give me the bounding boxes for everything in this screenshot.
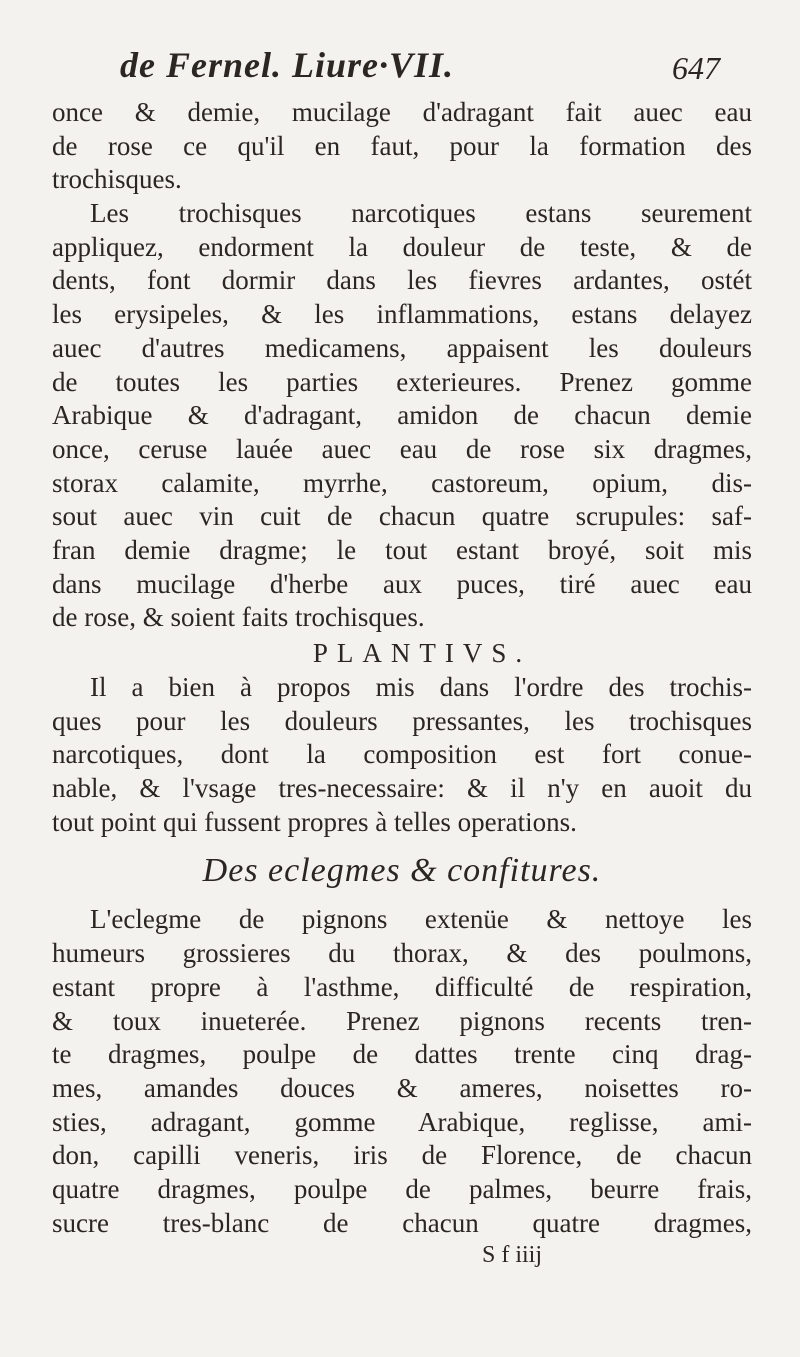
text-line: de rose ce qu'il en faut, pour la formation des: [52, 130, 752, 161]
text-line: storax calamite, myrrhe, castoreum, opium, dis-: [52, 467, 752, 498]
text-line: quatre dragmes, poulpe de palmes, beurre frais,: [52, 1173, 752, 1204]
text-line: don, capilli veneris, iris de Florence, de chacun: [52, 1140, 752, 1171]
text-line: dents, font dormir dans les fievres ardantes, ostét: [52, 265, 752, 296]
text-line: trochisques.: [52, 164, 182, 195]
text-line: L'eclegme de pignons extenüe & nettoye les: [90, 904, 752, 935]
section-title: Des eclegmes & confitures.: [202, 852, 602, 890]
text-line: auec d'autres medicamens, appaisent les douleurs: [52, 332, 752, 363]
text-line: te dragmes, poulpe de dattes trente cinq drag-: [52, 1039, 752, 1070]
text-line: Arabique & d'adragant, amidon de chacun demie: [52, 400, 752, 431]
signature-mark: S f iiij: [481, 1242, 542, 1269]
commentator-heading: PLANTIVS.: [312, 638, 532, 668]
text-line: sout auec vin cuit de chacun quatre scrupules: saf-: [52, 501, 752, 532]
text-line: tout point qui fussent propres à telles operations.: [52, 806, 577, 837]
text-line: once & demie, mucilage d'adragant fait auec eau: [52, 97, 752, 127]
page-header: [120, 44, 720, 94]
text-line: & toux inueterée. Prenez pignons recents tren-: [52, 1005, 752, 1036]
running-head: de Fernel. Liure·VII.: [120, 45, 455, 85]
text-line: Il a bien à propos mis dans l'ordre des trochis-: [90, 672, 752, 702]
text-line: de rose, & soient faits trochisques.: [52, 602, 425, 633]
text-line: estant propre à l'asthme, difficulté de respiration,: [52, 971, 752, 1002]
text-line: humeurs grossieres du thorax, & des poulmons,: [52, 938, 752, 969]
text-line: mes, amandes douces & ameres, noisettes ro-: [52, 1072, 752, 1103]
page-number: 647: [672, 50, 720, 86]
body-text: [52, 96, 752, 1270]
text-line: sucre tres-blanc de chacun quatre dragmes,: [52, 1207, 752, 1238]
text-line: sties, adragant, gomme Arabique, reglisse, ami-: [52, 1106, 752, 1137]
text-line: de toutes les parties exterieures. Prenez gomme: [52, 366, 752, 397]
text-line: nable, & l'vsage tres-necessaire: & il n'y en auoit du: [52, 773, 752, 804]
text-line: narcotiques, dont la composition est fort conue-: [52, 739, 752, 770]
text-line: once, ceruse lauée auec eau de rose six dragmes,: [52, 433, 752, 464]
text-line: les erysipeles, & les inflammations, estans delayez: [52, 299, 752, 330]
text-line: ques pour les douleurs pressantes, les trochisques: [52, 705, 752, 736]
text-line: dans mucilage d'herbe aux puces, tiré auec eau: [52, 568, 752, 599]
text-line: appliquez, endorment la douleur de teste, & de: [52, 231, 752, 262]
text-line: Les trochisques narcotiques estans seurement: [90, 198, 752, 229]
text-line: fran demie dragme; le tout estant broyé, soit mis: [52, 534, 752, 565]
